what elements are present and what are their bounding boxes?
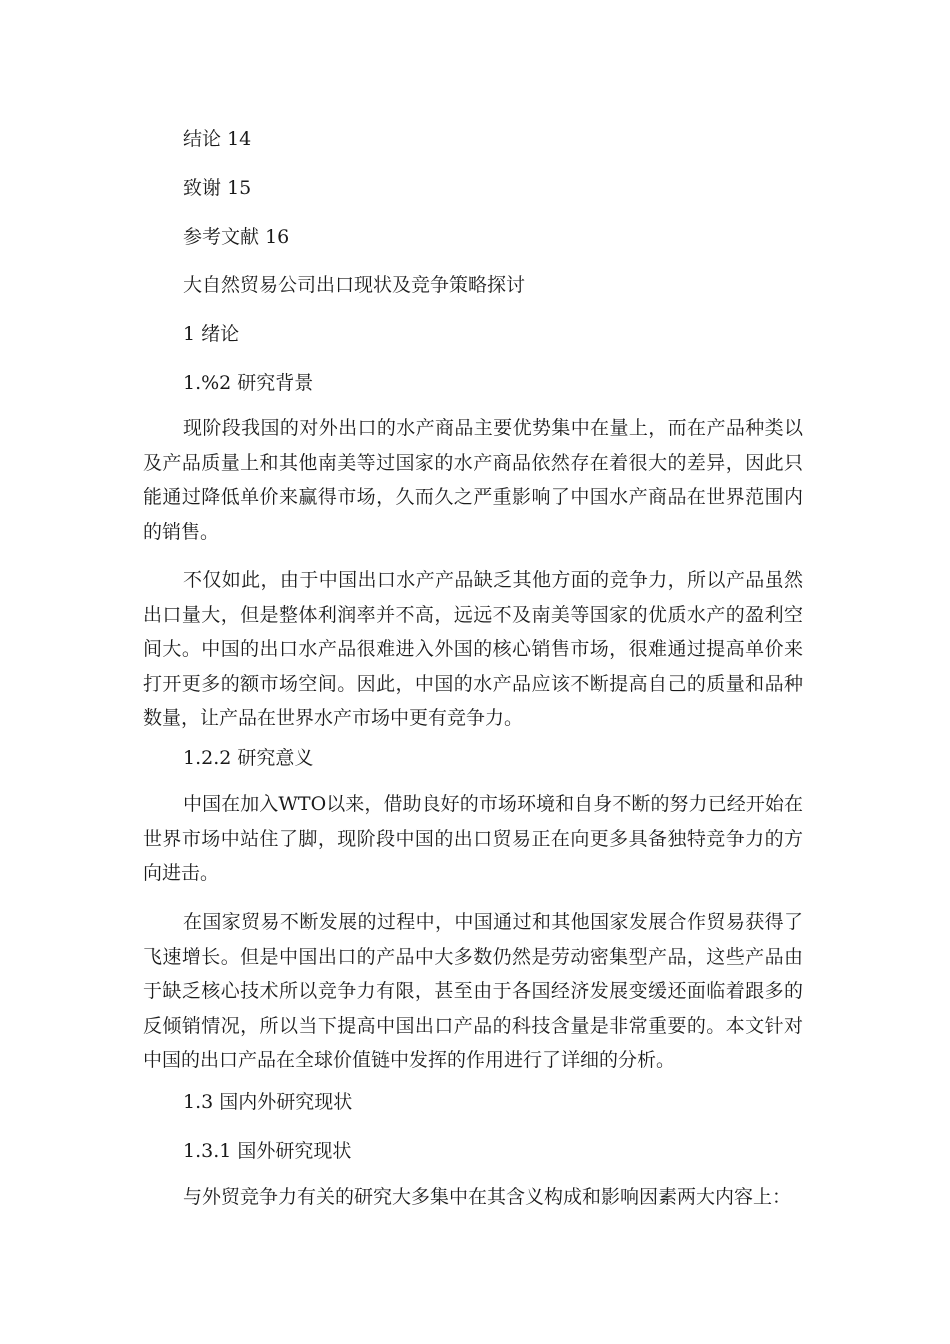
- paragraph-significance-1: 中国在加入WTO以来，借助良好的市场环境和自身不断的努力已经开始在世界市场中站住了脚，现阶段中国的出口贸易正在向更多具备独特竞争力的方向进击。: [143, 793, 803, 884]
- toc-label: 致谢: [183, 177, 222, 199]
- section-heading-1-3: 1.3 国内外研究现状: [183, 1091, 353, 1113]
- paragraph-background-1: 现阶段我国的对外出口的水产商品主要优势集中在量上，而在产品种类以及产品质量上和其他南美等过国家的水产商品依然存在着很大的差异，因此只能通过降低单价来赢得市场，久而久之严重影响了中国水产商品在世界范围内的销售。: [143, 417, 803, 543]
- toc-entry-acknowledgements: [183, 176, 251, 200]
- toc-page-number: 16: [265, 226, 290, 248]
- document-title: 大自然贸易公司出口现状及竞争策略探讨: [183, 274, 526, 296]
- toc-label: 结论: [183, 128, 222, 150]
- section-heading-1-2: 1.%2 研究背景: [183, 372, 314, 394]
- paragraph-foreign-research: 与外贸竞争力有关的研究大多集中在其含义构成和影响因素两大内容上：: [183, 1186, 792, 1208]
- toc-entry-references: [183, 225, 289, 249]
- toc-page-number: 14: [227, 128, 252, 150]
- toc-label: 参考文献: [183, 226, 260, 248]
- paragraph-significance-2: 在国家贸易不断发展的过程中，中国通过和其他国家发展合作贸易获得了飞速增长。但是中国出口的产品中大多数仍然是劳动密集型产品，这些产品由于缺乏核心技术所以竞争力有限，甚至由于各国经济发展变缓还面临着跟多的反倾销情况，所以当下提高中国出口产品的科技含量是非常重要的。本文针对中国的出口产品在全球价值链中发挥的作用进行了详细的分析。: [143, 911, 803, 1071]
- section-heading-1: 1 绪论: [183, 323, 240, 345]
- section-heading-1-3-1: 1.3.1 国外研究现状: [183, 1140, 352, 1162]
- paragraph-background-2: 不仅如此，由于中国出口水产产品缺乏其他方面的竞争力，所以产品虽然出口量大，但是整体利润率并不高，远远不及南美等国家的优质水产的盈利空间大。中国的出口水产品很难进入外国的核心销售市场，很难通过提高单价来打开更多的额市场空间。因此，中国的水产品应该不断提高自己的质量和品种数量，让产品在世界水产市场中更有竞争力。: [143, 569, 803, 729]
- toc-entry-conclusion: [183, 127, 251, 151]
- section-heading-1-2-2: 1.2.2 研究意义: [183, 747, 314, 769]
- toc-page-number: 15: [227, 177, 252, 199]
